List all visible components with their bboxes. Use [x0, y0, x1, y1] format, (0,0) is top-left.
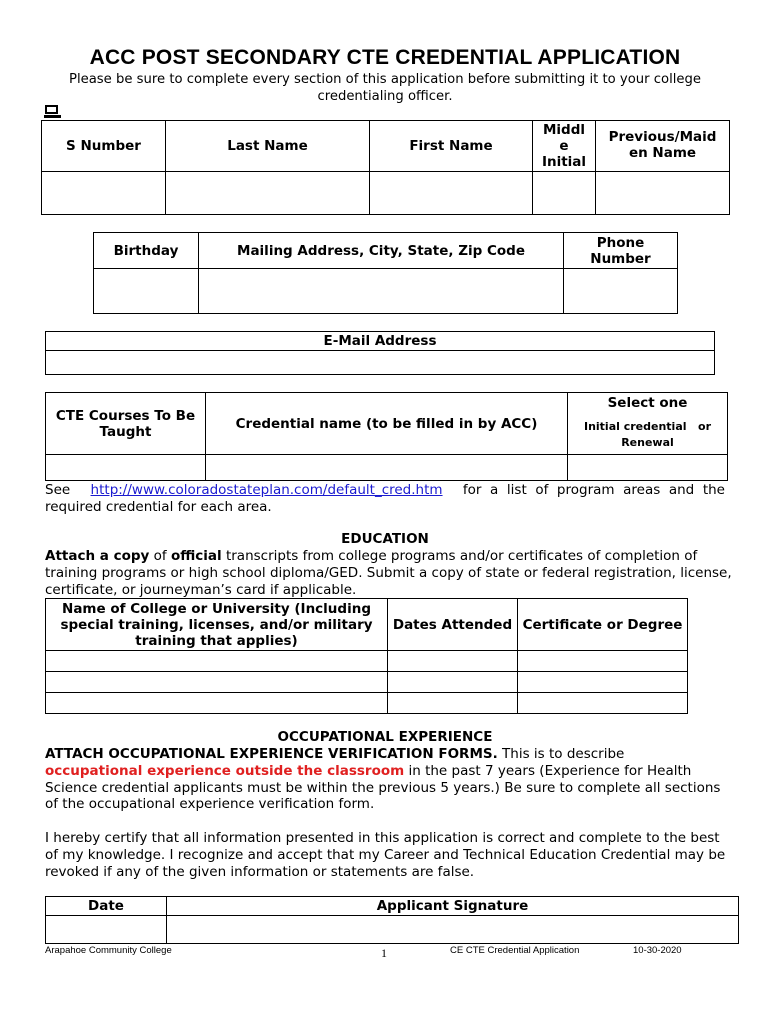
- college-field-1[interactable]: [46, 651, 388, 672]
- footer-document-name: CE CTE Credential Application: [450, 945, 580, 956]
- header-first-name: First Name: [370, 121, 533, 172]
- page-title: ACC POST SECONDARY CTE CREDENTIAL APPLICATION: [89, 46, 681, 69]
- dates-field-1[interactable]: [388, 651, 518, 672]
- header-cte-courses: CTE Courses To Be Taught: [46, 393, 206, 455]
- dates-field-3[interactable]: [388, 693, 518, 714]
- phone-field[interactable]: [564, 269, 678, 314]
- computer-icon: [44, 104, 62, 118]
- header-mailing-address: Mailing Address, City, State, Zip Code: [199, 233, 564, 269]
- header-s-number: S Number: [42, 121, 166, 172]
- signature-table: [45, 896, 739, 944]
- option-initial-credential[interactable]: Initial credential: [583, 420, 687, 433]
- header-credential-name: Credential name (to be filled in by ACC): [206, 393, 568, 455]
- degree-field-1[interactable]: [518, 651, 688, 672]
- degree-field-2[interactable]: [518, 672, 688, 693]
- footer-date: 10-30-2020: [633, 945, 682, 956]
- option-renewal[interactable]: Renewal: [621, 436, 674, 449]
- previous-name-field[interactable]: [596, 172, 730, 215]
- occupational-instructions: ATTACH OCCUPATIONAL EXPERIENCE VERIFICATION FORMS. This is to describe occupational experience outside the classroom in the past 7 years (Experience for Health Science credential applicants must be within the previous 5 years.) Be sure to complete all sections of the occupational experience verification form.: [45, 746, 721, 813]
- college-field-2[interactable]: [46, 672, 388, 693]
- header-certificate-degree: Certificate or Degree: [518, 599, 688, 651]
- cte-courses-field[interactable]: [46, 455, 206, 481]
- college-field-3[interactable]: [46, 693, 388, 714]
- header-date: Date: [46, 897, 167, 916]
- courses-table: [45, 392, 728, 481]
- education-table: [45, 598, 688, 714]
- email-field[interactable]: [46, 351, 715, 375]
- select-one-field[interactable]: [568, 455, 728, 481]
- date-field[interactable]: [46, 916, 167, 944]
- credential-name-field[interactable]: [206, 455, 568, 481]
- header-birthday: Birthday: [94, 233, 199, 269]
- header-dates-attended: Dates Attended: [388, 599, 518, 651]
- mailing-address-field[interactable]: [199, 269, 564, 314]
- education-heading: EDUCATION: [341, 531, 429, 547]
- subtitle: Please be sure to complete every section of this application before submitting it to your college credentialing officer.: [69, 72, 701, 104]
- degree-field-3[interactable]: [518, 693, 688, 714]
- birthday-field[interactable]: [94, 269, 199, 314]
- certification-statement: I hereby certify that all information presented in this application is correct and complete to the best of my knowledge. I recognize and accept that my Career and Technical Education Credential may be revoked if any of the given information or statements are false.: [45, 830, 726, 880]
- applicant-name-table: [41, 120, 730, 215]
- header-middle-initial: Middl e Initial: [533, 121, 596, 172]
- footer-college: Arapahoe Community College: [45, 945, 172, 956]
- occupational-heading: OCCUPATIONAL EXPERIENCE: [277, 729, 493, 745]
- header-email: E-Mail Address: [46, 332, 715, 351]
- header-college-name: Name of College or University (Including special training, licenses, and/or military training that applies): [46, 599, 388, 651]
- last-name-field[interactable]: [166, 172, 370, 215]
- applicant-signature-field[interactable]: [167, 916, 739, 944]
- s-number-field[interactable]: [42, 172, 166, 215]
- footer-page-number: 1: [381, 946, 387, 960]
- contact-table: [93, 232, 678, 314]
- colorado-state-plan-link[interactable]: http://www.coloradostateplan.com/default_cred.htm: [90, 482, 443, 498]
- header-last-name: Last Name: [166, 121, 370, 172]
- dates-field-2[interactable]: [388, 672, 518, 693]
- see-note: See http://www.coloradostateplan.com/default_cred.htm for a list of program areas and the required credential for each area.: [45, 482, 725, 515]
- header-previous-name: Previous/Maid en Name: [596, 121, 730, 172]
- education-instructions: Attach a copy of official transcripts from college programs and/or certificates of completion of training programs or high school diploma/GED. Submit a copy of state or federal registration, license, certificate, or journeyman’s card if applicable.: [45, 548, 732, 598]
- header-select-one: Select one Initial credential or Renewal: [568, 393, 728, 455]
- middle-initial-field[interactable]: [533, 172, 596, 215]
- email-table: [45, 331, 715, 375]
- header-applicant-signature: Applicant Signature: [167, 897, 739, 916]
- header-phone: Phone Number: [564, 233, 678, 269]
- first-name-field[interactable]: [370, 172, 533, 215]
